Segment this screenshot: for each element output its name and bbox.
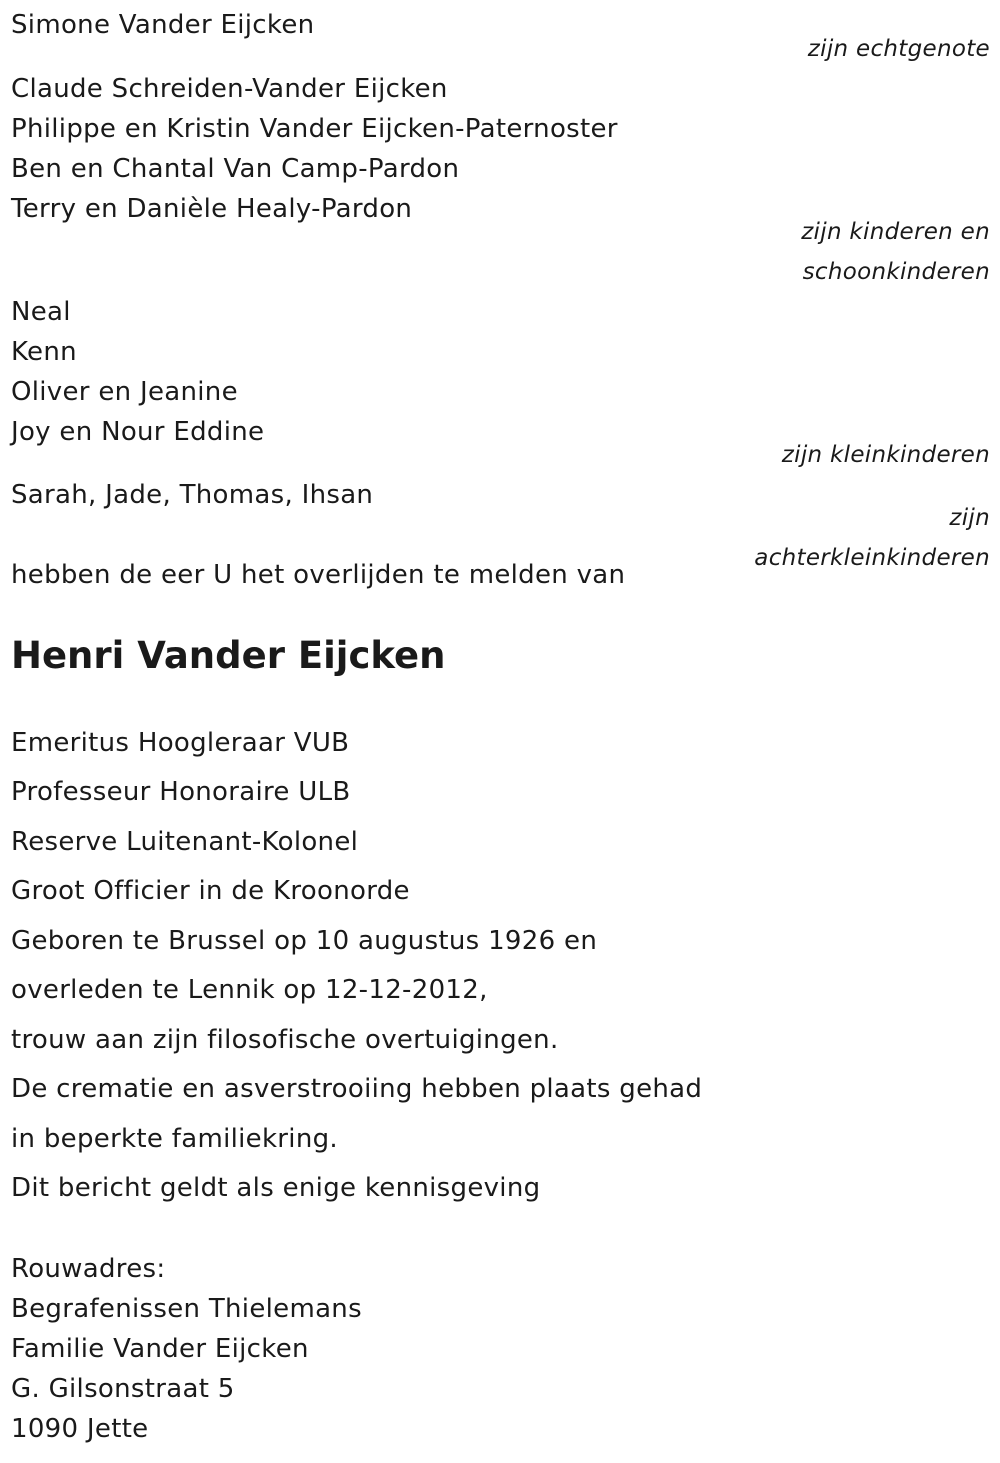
grandchildren-relation: zijn kleinkinderen (781, 442, 990, 468)
detail-line: in beperkte familiekring. (11, 1124, 338, 1154)
spouse-name: Simone Vander Eijcken (11, 10, 315, 40)
grandchild-name: Kenn (11, 337, 77, 367)
detail-line: Dit bericht geldt als enige kennisgeving (11, 1173, 541, 1203)
address-line: 1090 Jette (11, 1414, 149, 1444)
great-grandchildren-relation-2: achterkleinkinderen (754, 545, 990, 571)
announcement-text: hebben de eer U het overlijden te melden van (11, 560, 626, 590)
grandchild-name: Oliver en Jeanine (11, 377, 238, 407)
detail-line: overleden te Lennik op 12-12-2012, (11, 975, 488, 1005)
detail-line: Reserve Luitenant-Kolonel (11, 827, 359, 857)
detail-line: Emeritus Hoogleraar VUB (11, 728, 350, 758)
children-relation-2: schoonkinderen (802, 259, 990, 285)
grandchild-name: Neal (11, 297, 71, 327)
detail-line: Geboren te Brussel op 10 augustus 1926 en (11, 926, 598, 956)
child-name: Claude Schreiden-Vander Eijcken (11, 74, 448, 104)
detail-line: Groot Officier in de Kroonorde (11, 876, 410, 906)
great-grandchildren-names: Sarah, Jade, Thomas, Ihsan (11, 480, 374, 510)
address-line: Begrafenissen Thielemans (11, 1294, 362, 1324)
address-label: Rouwadres: (11, 1254, 166, 1284)
child-name: Philippe en Kristin Vander Eijcken-Paternoster (11, 114, 618, 144)
detail-line: Professeur Honoraire ULB (11, 777, 351, 807)
children-relation: zijn kinderen en (801, 219, 990, 245)
great-grandchildren-relation: zijn (949, 505, 990, 531)
address-line: Familie Vander Eijcken (11, 1334, 309, 1364)
child-name: Ben en Chantal Van Camp-Pardon (11, 154, 460, 184)
spouse-relation: zijn echtgenote (807, 36, 990, 62)
deceased-name: Henri Vander Eijcken (11, 634, 446, 677)
grandchild-name: Joy en Nour Eddine (11, 417, 265, 447)
child-name: Terry en Danièle Healy-Pardon (11, 194, 413, 224)
detail-line: De crematie en asverstrooiing hebben plaats gehad (11, 1074, 703, 1104)
detail-line: trouw aan zijn filosofische overtuigingen. (11, 1025, 559, 1055)
address-line: G. Gilsonstraat 5 (11, 1374, 235, 1404)
